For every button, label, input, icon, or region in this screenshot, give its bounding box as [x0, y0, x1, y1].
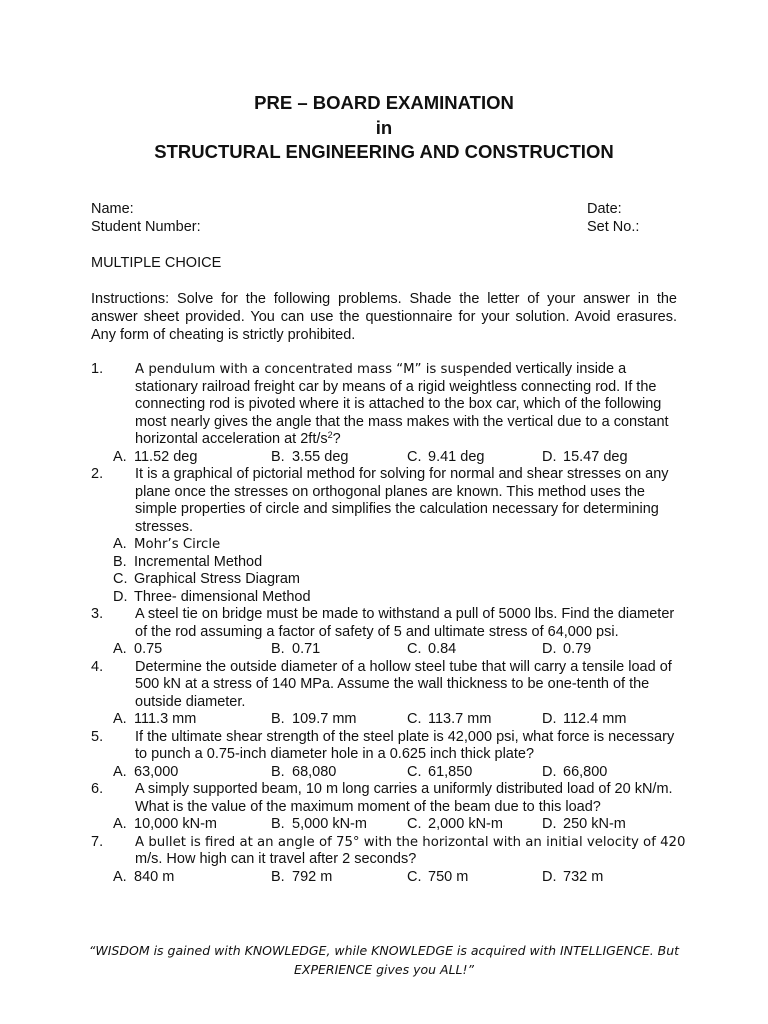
set-number-label: Set No.:: [587, 219, 640, 235]
quote-line-1: “WISDOM is gained with KNOWLEDGE, while KNOWLEDGE is acquired with INTELLIGENCE. But: [88, 943, 680, 958]
question-2: [91, 466, 691, 606]
section-title: MULTIPLE CHOICE: [91, 255, 222, 271]
options-list: [91, 536, 691, 606]
options-row: [91, 869, 691, 887]
option-d: D. 0.79: [542, 641, 592, 657]
question-3: [91, 606, 691, 659]
option-b: B. 3.55 deg: [271, 448, 349, 465]
exam-title-connector: in: [375, 117, 393, 138]
quote-line-2: EXPERIENCE gives you ALL!”: [293, 962, 474, 977]
options-row: [91, 711, 691, 729]
student-number-label: Student Number:: [91, 219, 201, 235]
question-text: A bullet is fired at an angle of 75° with the horizontal with an initial velocity of 420 m/s. How high can it travel after 2 seconds?: [135, 834, 686, 867]
option-a: A. 0.75: [113, 641, 163, 657]
option-c: C. 750 m: [407, 868, 469, 885]
option-c: C. 61,850: [407, 763, 473, 780]
option-b: B. 0.71: [271, 641, 321, 657]
option-c: C. 0.84: [407, 641, 457, 657]
question-text: A steel tie on bridge must be made to withstand a pull of 5000 lbs. Find the diameter of the rod assuming a factor of safety of 5 and ultimate stress of 64,000 psi.: [135, 606, 675, 640]
question-number: 3.: [91, 606, 104, 622]
options-row: [91, 764, 691, 782]
options-row: [91, 641, 691, 659]
option-b: B. 68,080: [271, 763, 337, 780]
option-d: D. 250 kN-m: [542, 816, 626, 832]
question-7: [91, 834, 691, 887]
question-4: [91, 659, 691, 729]
question-text: If the ultimate shear strength of the steel plate is 42,000 psi, what force is necessary to punch a 0.75-inch diameter hole in a 0.625 inch thick plate?: [135, 728, 675, 762]
question-number: 6.: [91, 781, 104, 797]
option-d: D. 66,800: [542, 763, 608, 780]
option-a: A. 840 m: [113, 868, 175, 885]
option-b: B. 5,000 kN-m: [271, 816, 367, 832]
exam-title: PRE – BOARD EXAMINATION: [254, 92, 514, 113]
option-c: C. Graphical Stress Diagram: [113, 571, 300, 587]
question-number: 2.: [91, 466, 104, 482]
option-a: A. 11.52 deg: [113, 448, 198, 465]
question-number: 7.: [91, 833, 104, 850]
option-a: A. 10,000 kN-m: [113, 816, 218, 832]
option-b: B. 792 m: [271, 868, 333, 885]
question-list: [91, 361, 691, 886]
footer-quote: [60, 941, 708, 979]
option-a: A. 63,000: [113, 763, 179, 780]
option-b: B. 109.7 mm: [271, 711, 357, 727]
question-text: It is a graphical of pictorial method for solving for normal and shear stresses on any plane once the stresses on orthogonal planes are known. This method uses the simple properties of circle and simplifies the calculation necessary for determining stresses.: [135, 466, 669, 535]
question-text: A simply supported beam, 10 m long carries a uniformly distributed load of 20 kN/m. What is the value of the maximum moment of the beam due to this load?: [135, 781, 673, 815]
question-5: [91, 729, 691, 782]
question-1: [91, 361, 691, 466]
question-number: 5.: [91, 728, 104, 745]
options-row: [91, 449, 691, 467]
option-c: C. 2,000 kN-m: [407, 816, 503, 832]
option-c: C. 9.41 deg: [407, 448, 485, 465]
question-text: Determine the outside diameter of a hollow steel tube that will carry a tensile load of 500 kN at a stress of 140 MPa. Assume the wall thickness to be one-tenth of the outside diameter.: [135, 658, 672, 710]
instructions: Instructions: Solve for the following problems. Shade the letter of your answer in the answer sheet provided. You can use the questionnaire for your solution. Avoid erasures. Any form of cheating is strictly prohibited.: [91, 291, 677, 343]
option-a: A. Mohr’s Circle: [113, 536, 221, 552]
name-field-label: Name:: [91, 201, 134, 217]
option-d: D. 732 m: [542, 868, 604, 885]
question-number: 4.: [91, 658, 104, 675]
options-row: [91, 816, 691, 834]
question-text: A pendulum with a concentrated mass “M” is suspended vertically inside a stationary railroad freight car by means of a rigid weightless connecting rod. If the connecting rod is pivoted where it is attached to the box car, which of the following most nearly gives the angle that the mass makes with the vertical due to a constant horizontal acceleration at $2ft/s^2$?: [135, 361, 669, 447]
question-6: [91, 781, 691, 834]
question-number: 1.: [91, 361, 104, 377]
option-d: D. 15.47 deg: [542, 448, 628, 465]
date-field-label: Date:: [587, 201, 622, 217]
option-d: D. Three- dimensional Method: [113, 588, 311, 605]
option-b: B. Incremental Method: [113, 553, 263, 570]
option-d: D. 112.4 mm: [542, 711, 627, 727]
exam-subject: STRUCTURAL ENGINEERING AND CONSTRUCTION: [154, 141, 614, 162]
option-a: A. 111.3 mm: [113, 711, 197, 727]
option-c: C. 113.7 mm: [407, 711, 492, 727]
